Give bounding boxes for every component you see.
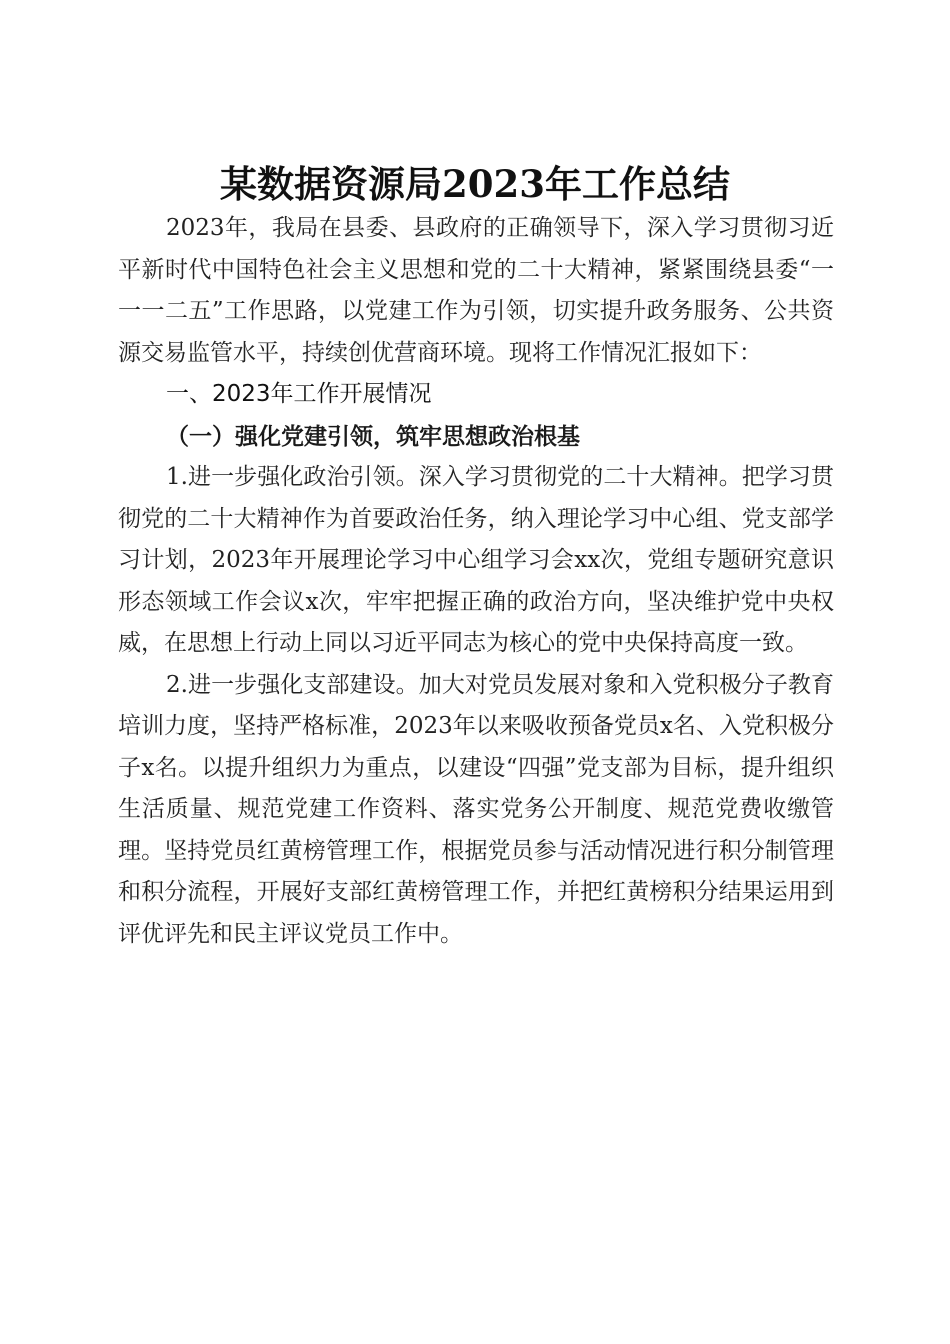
document-title: 某数据资源局2023年工作总结 (220, 161, 730, 206)
intro-paragraph: 2023年，我局在县委、县政府的正确领导下，深入学习贯彻习近平新时代中国特色社会主义思想和党的二十大精神，紧紧围绕县委“一一一二五”工作思路，以党建工作为引领，切实提升政务服务、公共资源交易监管水平，持续创优营商环境。现将工作情况汇报如下： (118, 215, 834, 366)
item-paragraph-2: 2.进一步强化支部建设。加大对党员发展对象和入党积极分子教育培训力度，坚持严格标准，2023年以来吸收预备党员x名、入党积极分子x名。以提升组织力为重点，以建设“四强”党支部为目标，提升组织生活质量、规范党建工作资料、落实党务公开制度、规范党费收缴管理。坚持党员红黄榜管理工作，根据党员参与活动情况进行积分制管理和积分流程，开展好支部红黄榜管理工作，并把红黄榜积分结果运用到评优评先和民主评议党员工作中。 (118, 671, 834, 947)
section-heading: 一、2023年工作开展情况 (166, 381, 432, 407)
subsection-heading: （一）强化党建引领，筑牢思想政治根基 (166, 422, 580, 450)
item-paragraph-1: 1.进一步强化政治引领。深入学习贯彻党的二十大精神。把学习贯彻党的二十大精神作为首要政治任务，纳入理论学习中心组、党支部学习计划，2023年开展理论学习中心组学习会xx次，党组专题研究意识形态领域工作会议x次，牢牢把握正确的政治方向，坚决维护党中央权威，在思想上行动上同以习近平同志为核心的党中央保持高度一致。 (118, 464, 834, 656)
document-body (118, 208, 834, 955)
